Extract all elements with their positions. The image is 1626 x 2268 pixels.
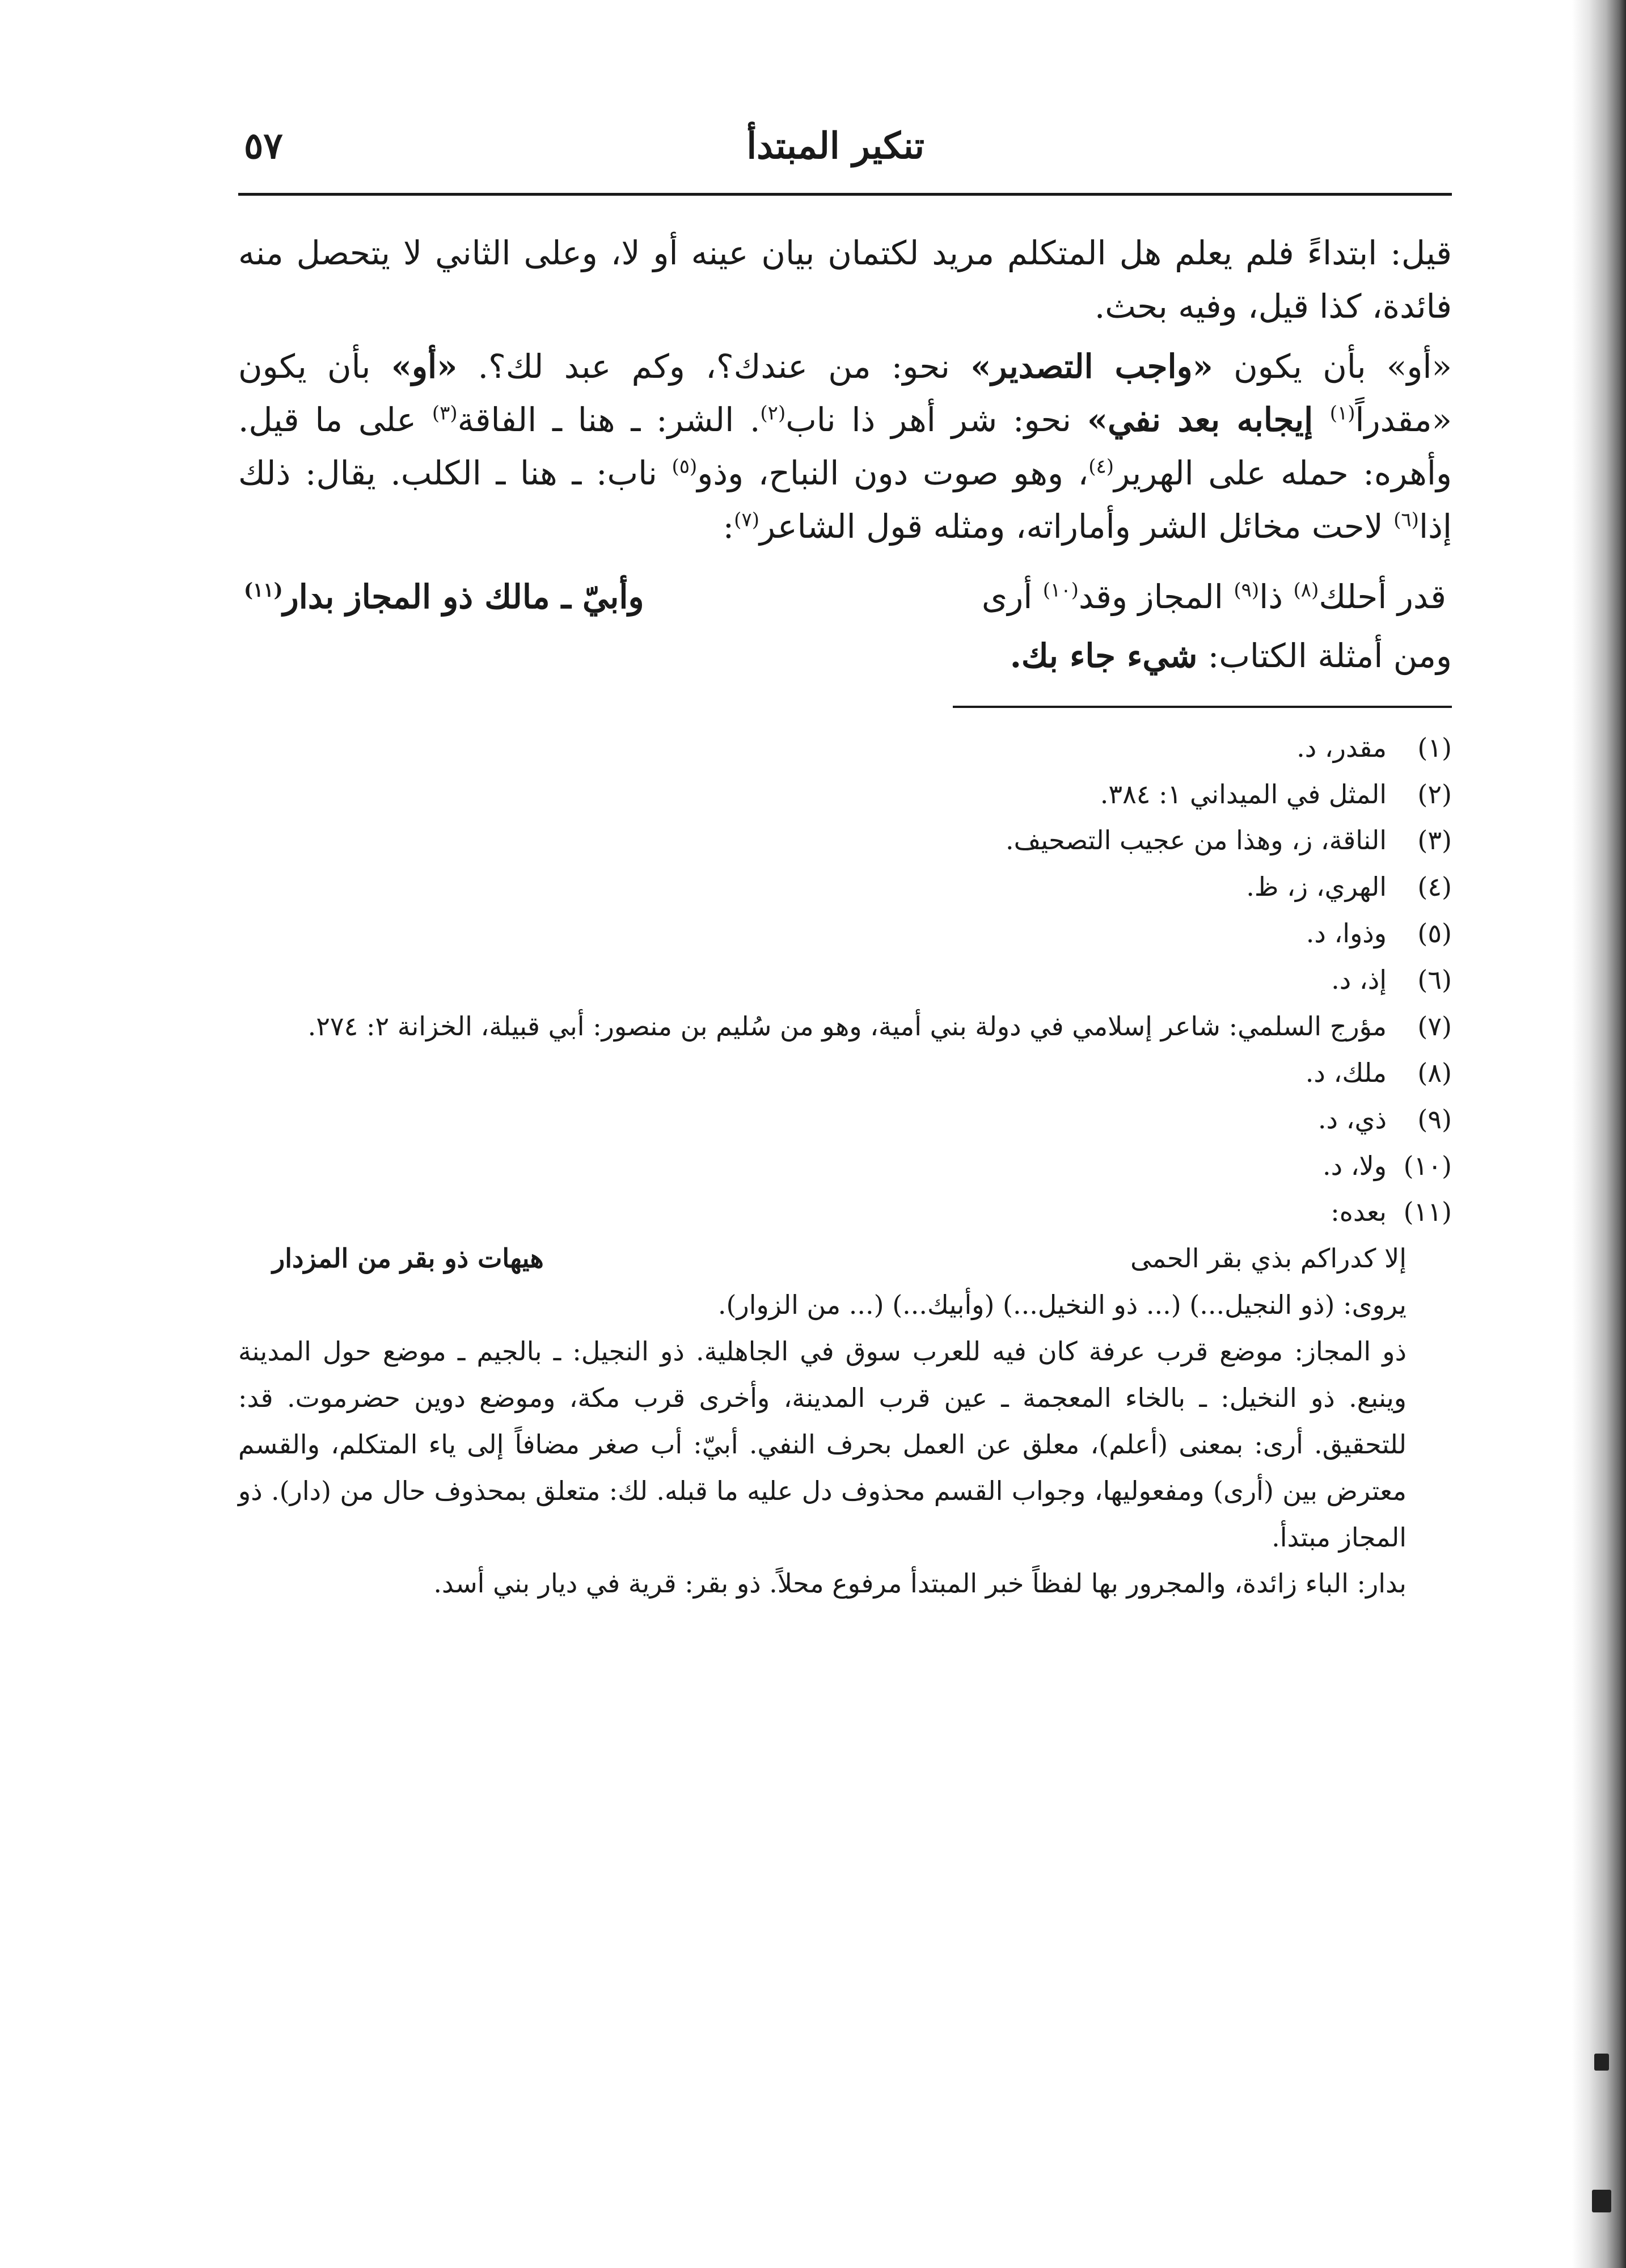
- footnote-number: (١): [1417, 732, 1452, 763]
- text-run: بأن يكون «مقدراً: [238, 347, 1452, 439]
- text-run: وأبيّ ـ مالك ذو المجاز بدار: [282, 577, 644, 616]
- poem-verse: [238, 571, 1452, 624]
- text-run: المجاز وقد: [1078, 577, 1234, 616]
- scan-speck: [1594, 2054, 1609, 2071]
- footnote-ref: (٥): [671, 455, 698, 478]
- text-run: ومن أمثلة الكتاب:: [1197, 636, 1452, 675]
- footnote-ref: (٢): [760, 402, 786, 425]
- text-run: . الشر: ـ هنا ـ الفاقة: [457, 400, 761, 439]
- footnote-number: (٨): [1417, 1057, 1452, 1088]
- footnote-text: الهري، ز، ظ.: [1246, 871, 1387, 903]
- footnote-variants: يروى: (ذو النجيل...) (... ذو النخيل...) (وأبيك...) (... من الزوار).: [717, 1289, 1407, 1321]
- footnote-number: (٥): [1417, 918, 1452, 949]
- footnote-ref: (٣): [432, 402, 458, 425]
- verse-hemistich-2: [244, 571, 644, 624]
- text-run: قدر أحلك: [1319, 577, 1446, 616]
- footnote-item: [238, 1189, 1452, 1236]
- footnote-verse: [238, 1236, 1407, 1282]
- footnote-text: ذي، د.: [1317, 1103, 1387, 1135]
- text-run: أرى: [981, 577, 1043, 616]
- footnote-number: (١١): [1403, 1196, 1452, 1228]
- footnote-verse-hemistich-1: إلا كدراكم بذي بقر الحمى: [1130, 1243, 1407, 1274]
- page-header: [238, 113, 1452, 196]
- paragraph-1: قيل: ابتداءً فلم يعلم هل المتكلم مريد لكتمان بيان عينه أو لا، وعلى الثاني لا يتحصل منه فائدة، كذا قيل، وفيه بحث.: [238, 234, 1452, 326]
- footnote-explanation: ذو المجاز: موضع قرب عرفة كان فيه للعرب سوق في الجاهلية. ذو النجيل: ـ بالجيم ـ موضع حول المدينة وينبع. ذو النخيل: ـ بالخاء المعجمة ـ عين قرب المدينة، وأخرى قرب مكة، وموضع دوين حضرموت. قد: للتحقيق. أرى: بمعنى (أعلم)، معلق عن العمل بحرف النفي. أبيّ: أب صغر مضافاً إلى ياء المتكلم، والقسم معترض بين (أرى) ومفعوليها، وجواب القسم محذوف دل عليه ما قبله. لك: متعلق بمحذوف حال من (دار). ذو المجاز مبتدأ.: [238, 1336, 1407, 1553]
- footnote-text: وذوا، د.: [1306, 918, 1387, 949]
- text-run: «أو» بأن يكون: [1213, 347, 1452, 386]
- footnote-ref: (١١): [244, 579, 283, 602]
- footnote-ref: (٩): [1234, 579, 1260, 602]
- text-run: على ما قيل. وأهره: حمله على الهرير: [238, 400, 1452, 492]
- scan-shadow-edge: [1572, 0, 1626, 2268]
- footnote-item: [238, 1050, 1452, 1097]
- footnote-number: (١٠): [1403, 1150, 1452, 1181]
- footnote-ref: (٧): [734, 508, 759, 532]
- text-run: :: [723, 507, 734, 546]
- footnote-text: مقدر، د.: [1296, 732, 1387, 763]
- footnote-ref: (٦): [1393, 508, 1419, 532]
- footnote-number: (٤): [1417, 871, 1452, 903]
- footnote-number: (٢): [1417, 778, 1452, 810]
- footnote-divider: [953, 706, 1452, 708]
- footnote-ref: (٨): [1293, 579, 1319, 602]
- footnote-text: بعده:: [1331, 1196, 1387, 1228]
- text-run: ، وهو صوت دون النباح، وذو: [697, 453, 1089, 492]
- footnote-text: ولا، د.: [1322, 1150, 1387, 1181]
- bold-term: إيجابه بعد نفي»: [1087, 400, 1330, 439]
- footnote-number: (٦): [1417, 964, 1452, 995]
- footnote-item: [238, 910, 1452, 957]
- text-run: لاحت مخائل الشر وأماراته، ومثله قول الشاعر: [759, 507, 1394, 546]
- footnote-ref: (١): [1329, 402, 1355, 425]
- footnote-number: (٩): [1417, 1103, 1452, 1135]
- text-run: ذا: [1259, 577, 1294, 616]
- footnote-item: [238, 864, 1452, 910]
- paragraph-3: [238, 630, 1452, 683]
- main-text: [238, 227, 1452, 683]
- verse-gap: [779, 571, 847, 624]
- footnote-11-body: [238, 1236, 1452, 1607]
- bold-example: شيء جاء بك.: [1010, 636, 1198, 675]
- footnote-ref: (٤): [1088, 455, 1114, 478]
- footnote-text: ملك، د.: [1305, 1057, 1387, 1088]
- paragraph-2: [238, 340, 1452, 554]
- text-run: نحو: شر أهر ذا ناب: [785, 400, 1087, 439]
- footnote-item: [238, 817, 1452, 864]
- page-number: ٥٧: [244, 125, 283, 167]
- page: [238, 113, 1452, 1607]
- footnote-text: مؤرج السلمي: شاعر إسلامي في دولة بني أمية، وهو من سُليم بن منصور: أبي قبيلة، الخزانة ٢: ٢٧٤.: [307, 1010, 1387, 1042]
- footnotes: [238, 725, 1452, 1608]
- footnote-ref: (١٠): [1042, 579, 1079, 602]
- chapter-title: تنكير المبتدأ: [746, 125, 924, 167]
- footnote-item: [238, 957, 1452, 1004]
- footnote-verse-hemistich-2: هيهات ذو بقر من المزدار: [272, 1243, 544, 1274]
- footnote-number: (٧): [1417, 1010, 1452, 1042]
- footnote-text: الناقة، ز، وهذا من عجيب التصحيف.: [1006, 825, 1387, 856]
- footnote-number: (٣): [1417, 825, 1452, 856]
- footnote-text: إذ، د.: [1331, 964, 1387, 995]
- footnote-item: [238, 772, 1452, 818]
- footnote-item: [238, 1004, 1452, 1050]
- bold-term: «أو»: [391, 347, 458, 386]
- text-run: ناب: ـ هنا ـ الكلب. يقال: ذلك إذا: [238, 453, 1452, 546]
- verse-hemistich-1: [982, 571, 1446, 624]
- footnote-item: [238, 725, 1452, 772]
- footnote-text: المثل في الميداني ١: ٣٨٤.: [1100, 778, 1387, 810]
- footnote-item: [238, 1143, 1452, 1190]
- text-run: نحو: من عندك؟، وكم عبد لك؟.: [457, 347, 971, 386]
- scan-speck: [1592, 2190, 1611, 2212]
- bold-term: «واجب التصدير»: [970, 347, 1213, 386]
- footnote-item: [238, 1097, 1452, 1143]
- footnote-explanation-end: بدار: الباء زائدة، والمجرور بها لفظاً خبر المبتدأ مرفوع محلاً. ذو بقر: قرية في ديار بني أسد.: [433, 1568, 1407, 1599]
